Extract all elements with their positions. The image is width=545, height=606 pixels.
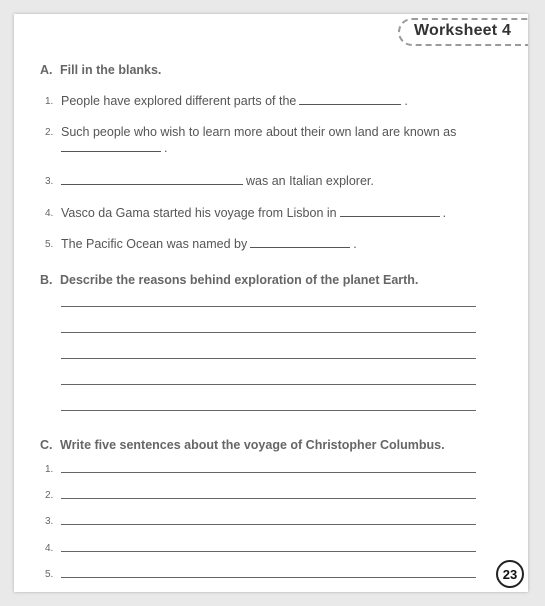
writing-line[interactable] xyxy=(61,332,476,333)
question-4-end: . xyxy=(442,206,447,220)
section-b-title xyxy=(40,273,418,287)
question-1 xyxy=(61,94,408,108)
section-a-letter: A. xyxy=(40,63,53,77)
question-2-blank-line xyxy=(61,141,167,155)
question-5-text: The Pacific Ocean was named by xyxy=(61,237,248,251)
section-a-title xyxy=(40,63,161,77)
section-b-letter: B. xyxy=(40,273,53,287)
question-number: 5. xyxy=(45,239,54,250)
sentence-line[interactable] xyxy=(61,498,476,499)
answer-blank[interactable] xyxy=(250,246,350,248)
sentence-number: 5. xyxy=(45,569,54,580)
question-number: 4. xyxy=(45,208,54,219)
sentence-line[interactable] xyxy=(61,524,476,525)
section-c-letter: C. xyxy=(40,438,53,452)
question-1-text: People have explored different parts of the xyxy=(61,94,297,108)
question-number: 2. xyxy=(45,127,54,138)
answer-blank[interactable] xyxy=(61,150,161,152)
worksheet-label: Worksheet 4 xyxy=(414,22,512,39)
section-c-title xyxy=(40,438,445,452)
question-1-end: . xyxy=(404,94,408,108)
sentence-line[interactable] xyxy=(61,577,476,578)
sentence-number: 3. xyxy=(45,516,54,527)
writing-line[interactable] xyxy=(61,306,476,307)
answer-blank[interactable] xyxy=(340,215,440,217)
sentence-number: 1. xyxy=(45,464,54,475)
writing-line[interactable] xyxy=(61,358,476,359)
question-3 xyxy=(61,174,374,188)
sentence-line[interactable] xyxy=(61,472,476,473)
section-a-heading: Fill in the blanks. xyxy=(60,63,162,77)
section-b-heading: Describe the reasons behind exploration of the planet Earth. xyxy=(60,273,419,287)
question-5 xyxy=(61,237,357,251)
writing-line[interactable] xyxy=(61,384,476,385)
answer-blank[interactable] xyxy=(299,103,401,105)
sentence-line[interactable] xyxy=(61,551,476,552)
section-c-heading: Write five sentences about the voyage of Christopher Columbus. xyxy=(60,438,445,452)
sentence-number: 2. xyxy=(45,490,54,501)
page-number-badge: 23 xyxy=(496,560,524,588)
question-number: 3. xyxy=(45,176,54,187)
writing-line[interactable] xyxy=(61,410,476,411)
question-5-end: . xyxy=(353,237,357,251)
question-2-end: . xyxy=(164,141,168,155)
question-number: 1. xyxy=(45,96,54,107)
sentence-number: 4. xyxy=(45,543,54,554)
question-4 xyxy=(61,206,446,220)
question-3-text: was an Italian explorer. xyxy=(246,174,374,188)
answer-blank[interactable] xyxy=(61,183,243,185)
question-4-text: Vasco da Gama started his voyage from Lisbon in xyxy=(61,206,337,220)
question-2-text: Such people who wish to learn more about their own land are known as xyxy=(61,125,457,139)
